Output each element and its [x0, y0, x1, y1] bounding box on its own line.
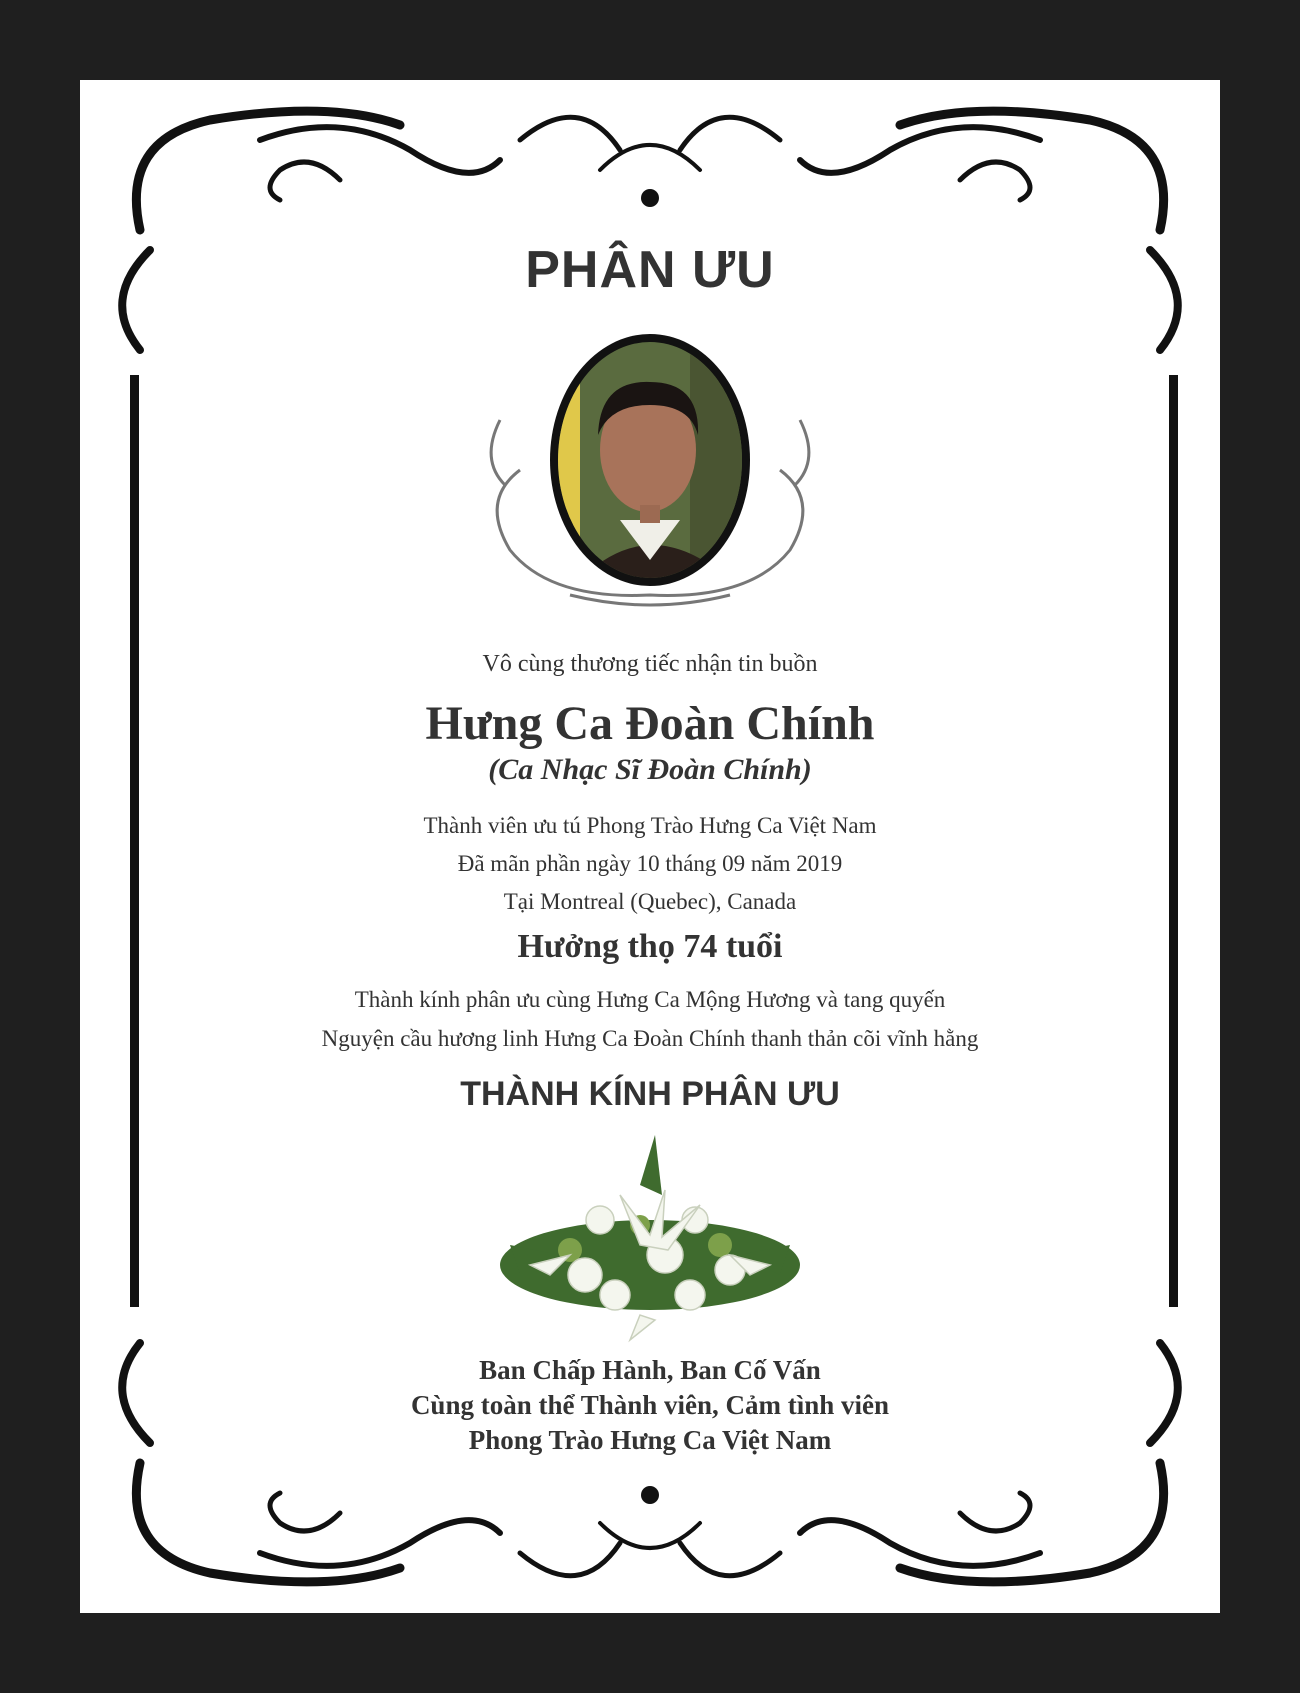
page-title: PHÂN ƯU: [525, 241, 775, 299]
right-rule: [1169, 375, 1178, 1307]
condolence-line-1: Thành kính phân ưu cùng Hưng Ca Mộng Hương và tang quyến: [354, 987, 946, 1012]
deceased-name: Hưng Ca Đoàn Chính: [425, 697, 875, 750]
signature-line-1: Ban Chấp Hành, Ban Cố Vấn: [479, 1355, 821, 1385]
signature-line-3: Phong Trào Hưng Ca Việt Nam: [468, 1425, 832, 1455]
left-rule: [130, 375, 139, 1307]
condolence-line-2: Nguyện cầu hương linh Hưng Ca Đoàn Chính thanh thản cõi vĩnh hằng: [321, 1026, 979, 1051]
obituary-card: [80, 80, 1220, 1613]
membership-text: Thành viên ưu tú Phong Trào Hưng Ca Việt Nam: [423, 813, 877, 838]
place-text: Tại Montreal (Quebec), Canada: [503, 889, 797, 914]
intro-text: Vô cùng thương tiếc nhận tin buồn: [482, 651, 818, 677]
signature-line-2: Cùng toàn thể Thành viên, Cảm tình viên: [410, 1390, 890, 1420]
condolence-heading: THÀNH KÍNH PHÂN ƯU: [460, 1075, 840, 1113]
flower-bouquet-image: [490, 1125, 810, 1345]
passing-date-text: Đã mãn phần ngày 10 tháng 09 năm 2019: [457, 851, 843, 876]
portrait-photo: [460, 310, 840, 620]
age-text: Hưởng thọ 74 tuổi: [517, 928, 783, 965]
deceased-alias: (Ca Nhạc Sĩ Đoàn Chính): [488, 753, 812, 786]
